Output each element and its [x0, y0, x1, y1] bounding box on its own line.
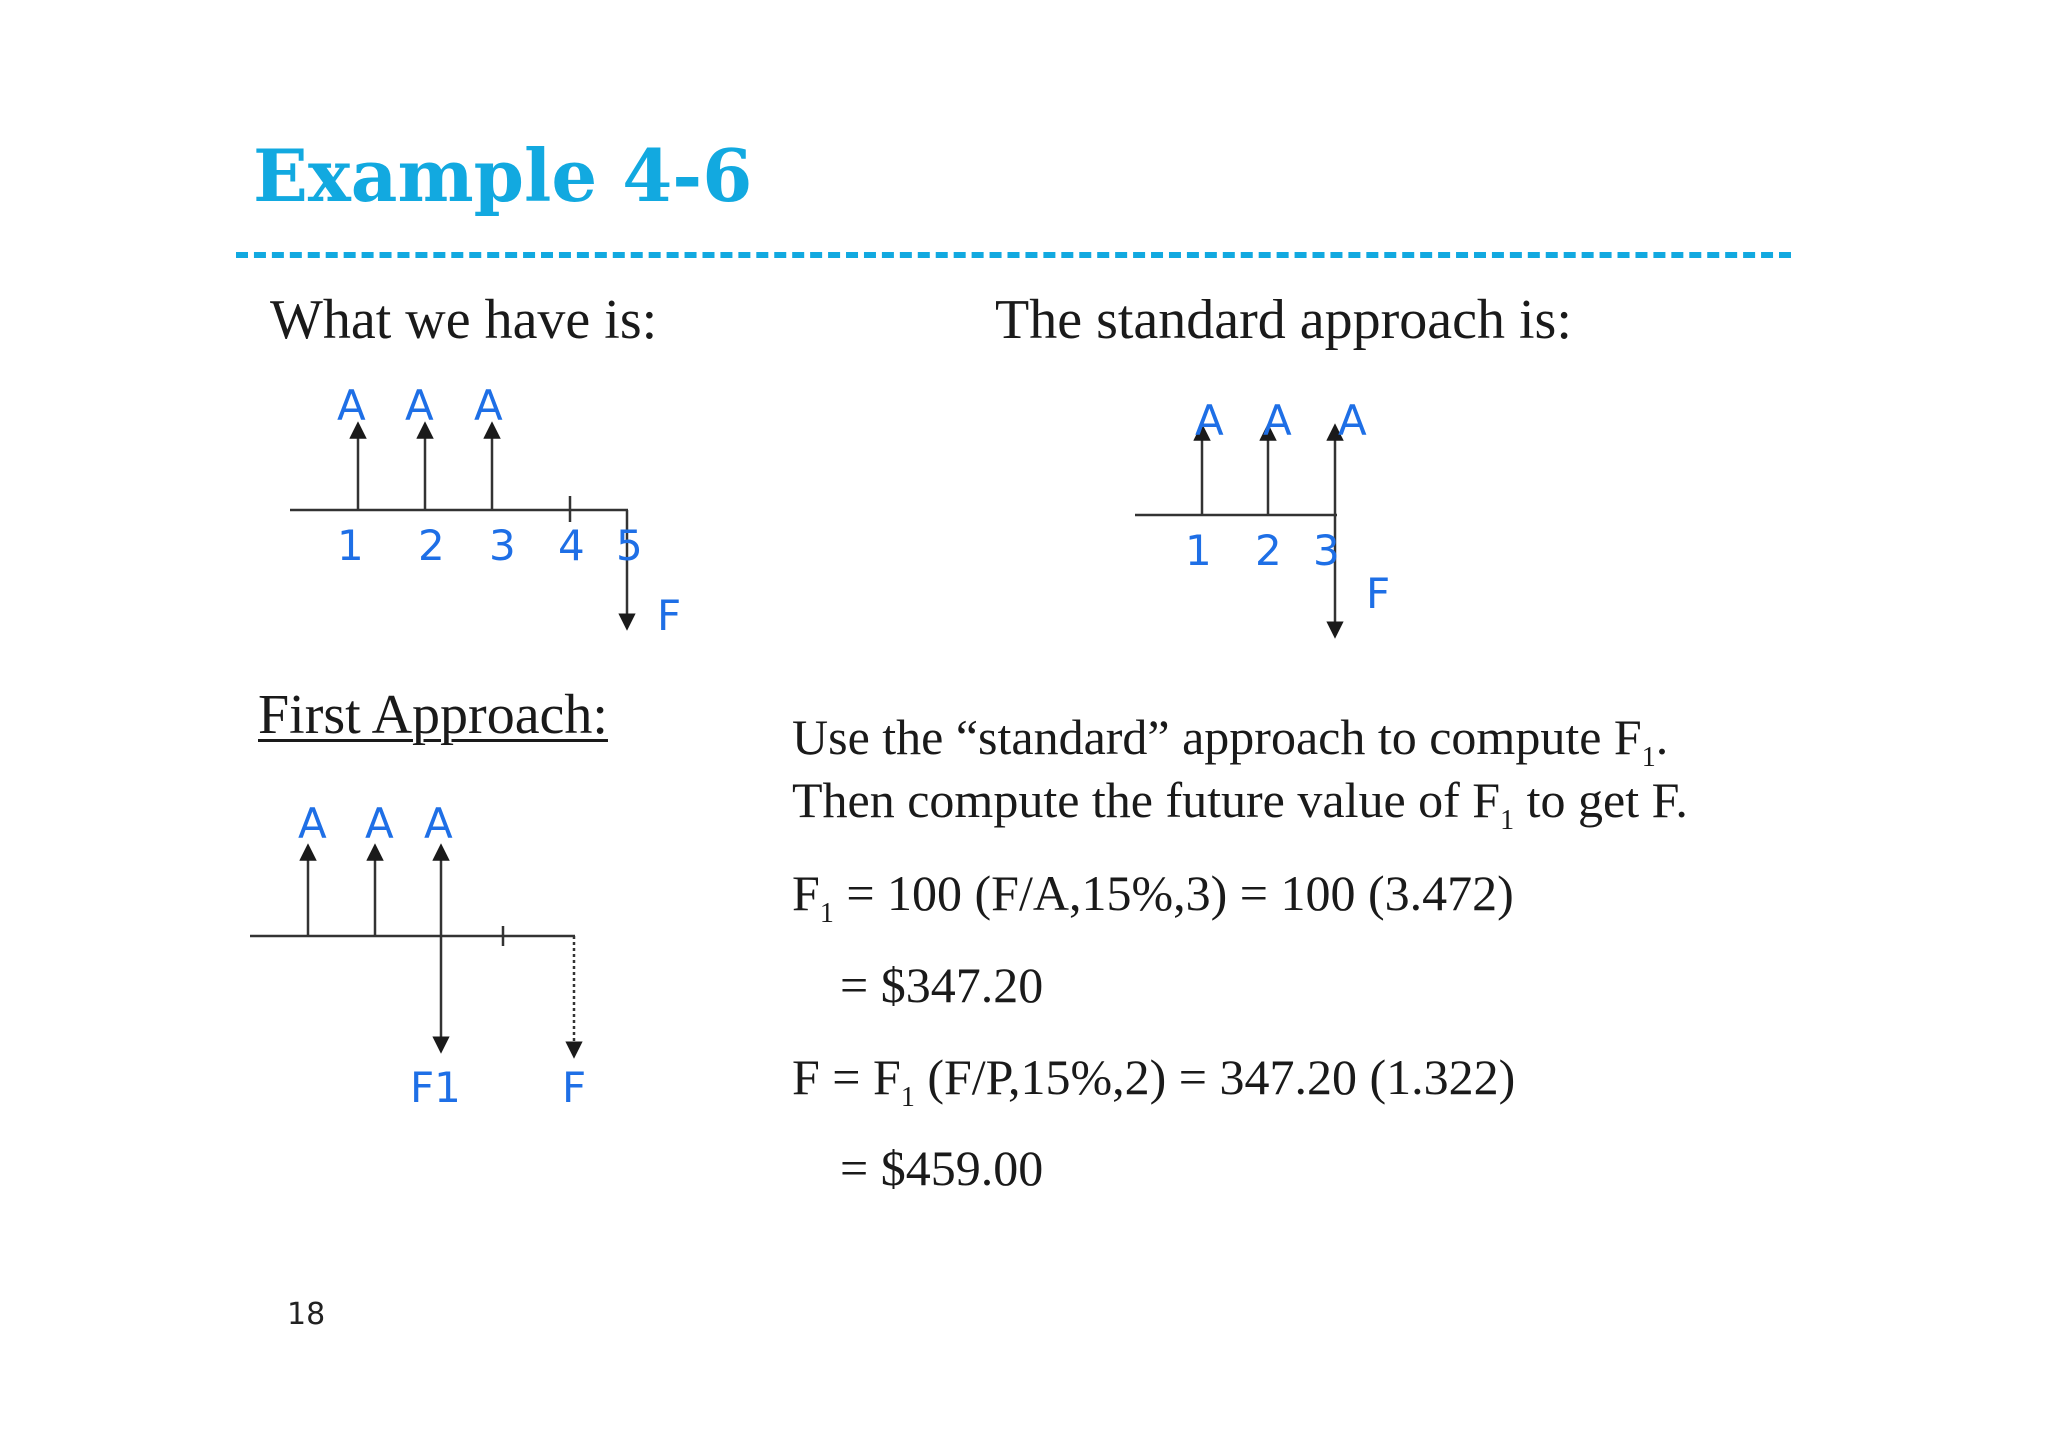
- left-top-heading: What we have is:: [270, 289, 658, 351]
- d1-label-a2: A: [405, 381, 434, 430]
- right-top-heading: The standard approach is:: [995, 289, 1572, 351]
- d2-label-a1: A: [1195, 396, 1224, 445]
- equation-f-result: = $459.00: [840, 1140, 1044, 1196]
- d1-period-4: 4: [558, 521, 585, 570]
- explanation-line-1: Use the “standard” approach to compute $F_1$.: [792, 709, 1669, 773]
- diagram-standard-approach: [1135, 432, 1337, 630]
- d1-period-5: 5: [616, 521, 643, 570]
- d2-label-a2: A: [1263, 396, 1292, 445]
- d2-period-2: 2: [1255, 526, 1282, 575]
- d1-label-a1: A: [337, 381, 366, 430]
- diagram-first-approach: [250, 852, 575, 1050]
- d3-label-a1: A: [298, 799, 327, 848]
- d2-period-3: 3: [1313, 526, 1340, 575]
- d2-period-1: 1: [1185, 526, 1212, 575]
- d3-label-f: F: [562, 1063, 587, 1112]
- page-number: 18: [287, 1297, 326, 1332]
- explanation-line-2: Then compute the future value of $F_1$ to get F.: [792, 772, 1688, 836]
- equation-f1-result: = $347.20: [840, 957, 1044, 1013]
- d1-label-f: F: [657, 591, 682, 640]
- d1-period-2: 2: [418, 521, 445, 570]
- d3-label-f1: F1: [410, 1063, 461, 1112]
- equation-f: $F = F_1$ (F/P,15%,2) = 347.20 (1.322): [792, 1049, 1516, 1113]
- d3-label-a2: A: [365, 799, 394, 848]
- slide-title: Example 4-6: [253, 133, 753, 218]
- d1-period-3: 3: [489, 521, 516, 570]
- d2-label-a3: A: [1338, 396, 1367, 445]
- d3-label-a3: A: [424, 799, 453, 848]
- d2-label-f: F: [1366, 569, 1391, 618]
- d1-label-a3: A: [474, 381, 503, 430]
- d1-period-1: 1: [337, 521, 364, 570]
- first-approach-heading: First Approach:: [258, 684, 608, 746]
- equation-f1: $F_1 = 100$ (F/A,15%,3) = 100 (3.472): [792, 865, 1514, 929]
